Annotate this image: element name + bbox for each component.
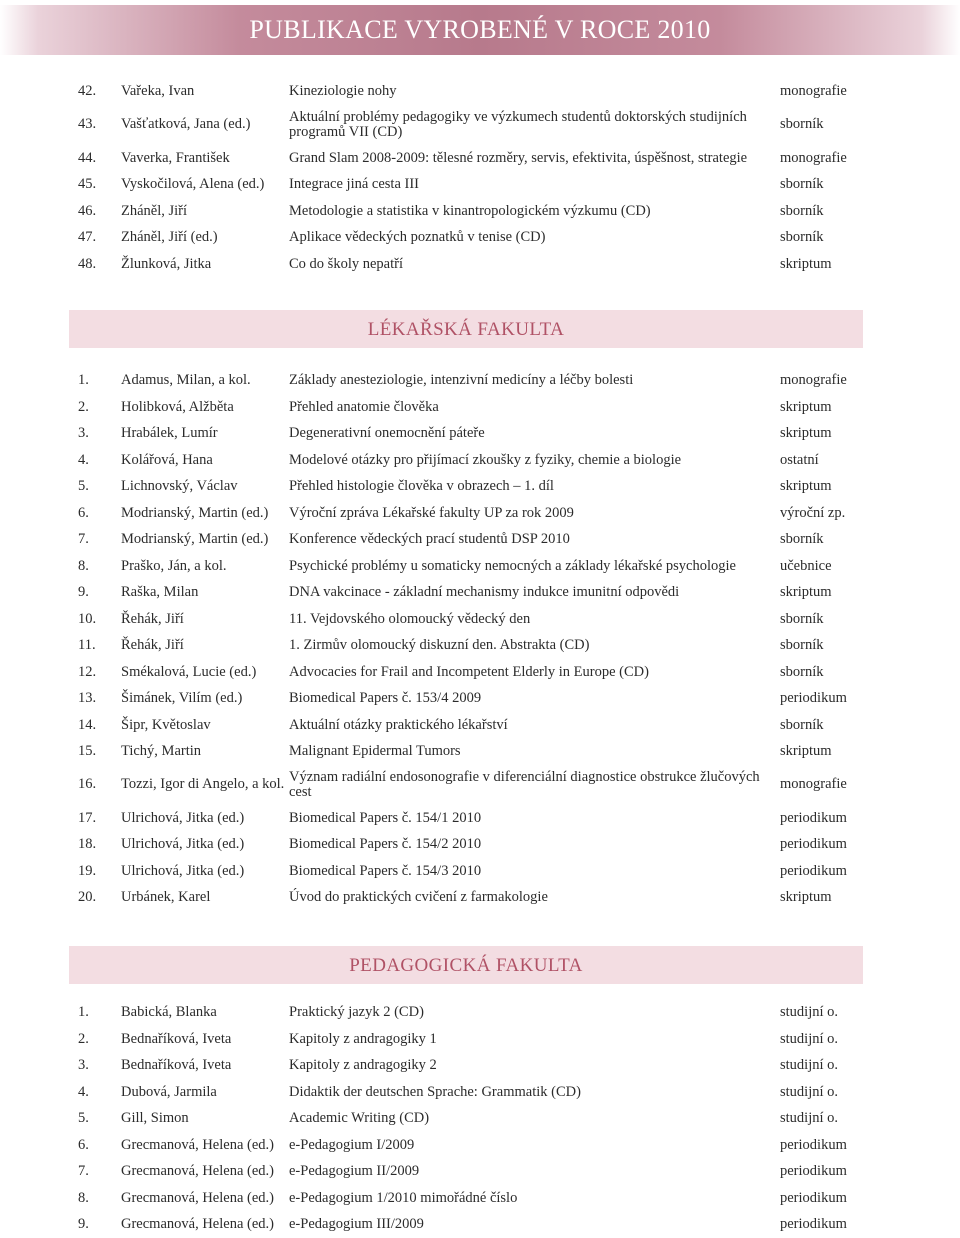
publication-table — [78, 999, 868, 1238]
entry-number: 3. — [78, 425, 89, 441]
entry-type: monografie — [780, 372, 847, 388]
table-row — [78, 198, 868, 225]
entry-title: Didaktik der deutschen Sprache: Grammatik (CD) — [289, 1083, 581, 1100]
table-row — [78, 1132, 868, 1159]
entry-author: Dubová, Jarmila — [121, 1083, 217, 1100]
entry-author: Šipr, Květoslav — [121, 716, 211, 733]
table-row — [78, 1052, 868, 1079]
entry-author: Babická, Blanka — [121, 1004, 217, 1020]
entry-title: Malignant Epidermal Tumors — [289, 743, 461, 759]
entry-number: 6. — [78, 1136, 89, 1153]
entry-title: Psychické problémy u somaticky nemocných a základy lékařské psychologie — [289, 557, 736, 574]
entry-number: 9. — [78, 584, 89, 600]
entry-title: Aplikace vědeckých poznatků v tenise (CD) — [289, 229, 546, 245]
table-row — [78, 1105, 868, 1132]
entry-number: 43. — [78, 116, 97, 133]
entry-title: Modelové otázky pro přijímací zkoušky z fyziky, chemie a biologie — [289, 451, 682, 468]
entry-type: studijní o. — [780, 1030, 839, 1047]
table-row — [78, 367, 868, 394]
entry-author: Ulrichová, Jitka (ed.) — [121, 836, 245, 852]
entry-title: e-Pedagogium III/2009 — [289, 1216, 424, 1232]
entry-number: 14. — [78, 716, 97, 733]
entry-number: 46. — [78, 202, 97, 219]
entry-type: výroční zp. — [780, 504, 846, 521]
table-row — [78, 171, 868, 198]
entry-author: Grecmanová, Helena (ed.) — [121, 1189, 274, 1206]
table-row — [78, 579, 868, 606]
entry-type: monografie — [780, 83, 847, 99]
table-row — [78, 224, 868, 251]
table-row — [78, 500, 868, 527]
entry-number: 44. — [78, 149, 97, 166]
entry-title: Výroční zpráva Lékařské fakulty UP za rok 2009 — [289, 504, 574, 521]
table-row — [78, 685, 868, 712]
entry-author: Ulrichová, Jitka (ed.) — [121, 809, 245, 826]
entry-number: 13. — [78, 690, 97, 706]
entry-number: 47. — [78, 229, 97, 245]
table-row — [78, 606, 868, 633]
entry-type: periodikum — [780, 1189, 847, 1206]
entry-type: periodikum — [780, 1163, 847, 1179]
table-row — [78, 1026, 868, 1053]
entry-type: studijní o. — [780, 1004, 839, 1020]
table-row — [78, 145, 868, 172]
entry-number: 19. — [78, 862, 97, 879]
entry-number: 8. — [78, 557, 89, 574]
entry-type: sborník — [780, 202, 824, 219]
entry-author: Žlunková, Jitka — [121, 255, 212, 272]
entry-author: Zháněl, Jiří (ed.) — [121, 229, 218, 245]
section-heading: LÉKAŘSKÁ FAKULTA — [367, 319, 565, 340]
entry-number: 48. — [78, 255, 97, 272]
entry-title: Přehled anatomie člověka — [289, 398, 439, 415]
entry-author: Řehák, Jiří — [121, 637, 184, 653]
section-heading: PEDAGOGICKÁ FAKULTA — [349, 955, 583, 976]
entry-type: sborník — [780, 229, 824, 245]
entry-type: skriptum — [780, 478, 832, 494]
entry-author: Vaverka, František — [121, 149, 230, 166]
entry-number: 45. — [78, 176, 97, 192]
entry-author: Vyskočilová, Alena (ed.) — [121, 176, 265, 192]
entry-number: 18. — [78, 836, 97, 852]
entry-number: 8. — [78, 1189, 89, 1206]
table-row — [78, 526, 868, 553]
section-heading-band — [69, 310, 863, 348]
entry-author: Bednaříková, Iveta — [121, 1057, 232, 1073]
entry-author: Řehák, Jiří — [121, 610, 184, 627]
entry-number: 5. — [78, 478, 89, 494]
page-header — [0, 5, 960, 55]
entry-type: periodikum — [780, 836, 847, 852]
entry-title: Praktický jazyk 2 (CD) — [289, 1004, 424, 1020]
entry-title: e-Pedagogium II/2009 — [289, 1163, 420, 1179]
entry-author: Grecmanová, Helena (ed.) — [121, 1216, 274, 1232]
entry-number: 15. — [78, 743, 97, 759]
entry-number: 10. — [78, 610, 97, 627]
entry-title: Úvod do praktických cvičení z farmakologie — [289, 889, 548, 905]
entry-number: 12. — [78, 663, 97, 680]
entry-type: periodikum — [780, 862, 847, 879]
entry-author: Ulrichová, Jitka (ed.) — [121, 862, 245, 879]
entry-type: skriptum — [780, 398, 832, 415]
entry-type: sborník — [780, 716, 824, 733]
entry-title: Aktuální otázky praktického lékařství — [289, 716, 508, 733]
table-row — [78, 999, 868, 1026]
entry-author: Adamus, Milan, a kol. — [121, 372, 251, 388]
entry-author: Grecmanová, Helena (ed.) — [121, 1136, 274, 1153]
entry-number: 20. — [78, 889, 97, 905]
entry-author: Smékalová, Lucie (ed.) — [121, 663, 257, 680]
entry-type: sborník — [780, 663, 824, 680]
entry-number: 2. — [78, 398, 89, 415]
entry-title: Konference vědeckých prací studentů DSP 2010 — [289, 531, 570, 547]
entry-type: monografie — [780, 776, 847, 793]
entry-author: Holibková, Alžběta — [121, 398, 234, 415]
entry-type: ostatní — [780, 451, 819, 468]
entry-type: učebnice — [780, 557, 832, 574]
entry-type: sborník — [780, 610, 824, 627]
entry-number: 7. — [78, 1163, 89, 1179]
table-row — [78, 420, 868, 447]
entry-title: Základy anesteziologie, intenzivní medicíny a léčby bolesti — [289, 372, 634, 388]
table-row — [78, 473, 868, 500]
entry-author: Vařeka, Ivan — [121, 83, 195, 99]
entry-number: 11. — [78, 637, 96, 653]
entry-number: 5. — [78, 1110, 89, 1126]
entry-type: sborník — [780, 531, 824, 547]
table-row — [78, 805, 868, 832]
table-row — [78, 632, 868, 659]
entry-type: studijní o. — [780, 1057, 839, 1073]
entry-title: Advocacies for Frail and Incompetent Elderly in Europe (CD) — [289, 663, 649, 680]
entry-title: Grand Slam 2008-2009: tělesné rozměry, servis, efektivita, úspěšnost, strategie — [289, 149, 748, 166]
entry-title: Academic Writing (CD) — [289, 1110, 430, 1126]
entry-title: Biomedical Papers č. 154/2 2010 — [289, 836, 482, 852]
table-row — [78, 659, 868, 686]
publication-table — [78, 78, 868, 277]
entry-number: 7. — [78, 531, 89, 547]
entry-type: periodikum — [780, 1216, 847, 1232]
entry-type: sborník — [780, 637, 824, 653]
table-row — [78, 1158, 868, 1185]
entry-title: e-Pedagogium I/2009 — [289, 1136, 415, 1153]
entry-type: studijní o. — [780, 1083, 839, 1100]
table-row — [78, 553, 868, 580]
entry-author: Modrianský, Martin (ed.) — [121, 504, 269, 521]
entry-title: 11. Vejdovského olomoucký vědecký den — [289, 610, 531, 627]
entry-type: studijní o. — [780, 1110, 839, 1126]
table-row — [78, 78, 868, 105]
publication-table — [78, 367, 868, 911]
table-row — [78, 447, 868, 474]
entry-number: 3. — [78, 1057, 89, 1073]
entry-author: Hrabálek, Lumír — [121, 425, 218, 441]
entry-title: Aktuální problémy pedagogiky ve výzkumech studentů doktorských studijních programů VII (CD) — [289, 109, 747, 140]
entry-author: Lichnovský, Václav — [121, 478, 238, 494]
page-title: PUBLIKACE VYROBENÉ V ROCE 2010 — [249, 15, 711, 44]
entry-number: 17. — [78, 809, 97, 826]
entry-type: skriptum — [780, 889, 832, 905]
entry-type: periodikum — [780, 809, 847, 826]
entry-title: Kineziologie nohy — [289, 83, 397, 99]
entry-author: Zháněl, Jiří — [121, 202, 188, 219]
entry-type: monografie — [780, 149, 847, 166]
entry-title: Kapitoly z andragogiky 2 — [289, 1057, 437, 1073]
table-row — [78, 394, 868, 421]
table-row — [78, 884, 868, 911]
entry-title: Biomedical Papers č. 154/1 2010 — [289, 809, 482, 826]
entry-type: periodikum — [780, 1136, 847, 1153]
entry-title: Význam radiální endosonografie v diferenciální diagnostice obstrukce žlučových cest — [289, 769, 760, 800]
entry-author: Modrianský, Martin (ed.) — [121, 531, 269, 547]
entry-title: Přehled histologie člověka v obrazech – 1. díl — [289, 478, 554, 494]
entry-author: Bednaříková, Iveta — [121, 1030, 232, 1047]
entry-title: DNA vakcinace - základní mechanismy indukce imunitní odpovědi — [289, 584, 680, 600]
entry-number: 42. — [78, 83, 97, 99]
table-row — [78, 251, 868, 278]
entry-number: 2. — [78, 1030, 89, 1047]
table-row — [78, 738, 868, 765]
entry-type: skriptum — [780, 584, 832, 600]
entry-number: 4. — [78, 1083, 89, 1100]
entry-type: skriptum — [780, 255, 832, 272]
entry-author: Gill, Simon — [121, 1110, 189, 1126]
entry-author: Urbánek, Karel — [121, 889, 211, 905]
table-row — [78, 831, 868, 858]
entry-title: Metodologie a statistika v kinantropologickém výzkumu (CD) — [289, 202, 651, 219]
entry-type: sborník — [780, 116, 824, 133]
entry-author: Vašťatková, Jana (ed.) — [121, 116, 251, 133]
entry-title: Degenerativní onemocnění páteře — [289, 425, 485, 441]
entry-title: Co do školy nepatří — [289, 255, 403, 272]
table-row — [78, 712, 868, 739]
entry-author: Grecmanová, Helena (ed.) — [121, 1163, 274, 1179]
table-row — [78, 1079, 868, 1106]
entry-number: 1. — [78, 372, 89, 388]
table-row — [78, 1185, 868, 1212]
entry-number: 1. — [78, 1004, 89, 1020]
entry-type: skriptum — [780, 425, 832, 441]
table-row — [78, 858, 868, 885]
entry-title: e-Pedagogium 1/2010 mimořádné číslo — [289, 1189, 518, 1206]
entry-number: 16. — [78, 776, 97, 793]
entry-number: 9. — [78, 1216, 89, 1232]
section-heading-band — [69, 946, 863, 984]
table-row — [78, 105, 868, 145]
entry-type: periodikum — [780, 690, 847, 706]
entry-title: Integrace jiná cesta III — [289, 176, 420, 192]
entry-type: skriptum — [780, 743, 832, 759]
entry-title: Biomedical Papers č. 154/3 2010 — [289, 862, 482, 879]
entry-number: 6. — [78, 504, 89, 521]
entry-number: 4. — [78, 451, 89, 468]
entry-author: Praško, Ján, a kol. — [121, 557, 227, 574]
entry-author: Kolářová, Hana — [121, 451, 213, 468]
entry-author: Tozzi, Igor di Angelo, a kol. — [121, 776, 285, 793]
entry-title: Kapitoly z andragogiky 1 — [289, 1030, 437, 1047]
entry-author: Raška, Milan — [121, 584, 199, 600]
entry-author: Šimánek, Vilím (ed.) — [121, 690, 243, 706]
table-row — [78, 1211, 868, 1238]
table-row — [78, 765, 868, 805]
entry-author: Tichý, Martin — [121, 743, 202, 759]
entry-title: Biomedical Papers č. 153/4 2009 — [289, 690, 482, 706]
entry-title: 1. Zirmův olomoucký diskuzní den. Abstrakta (CD) — [289, 637, 590, 653]
entry-type: sborník — [780, 176, 824, 192]
